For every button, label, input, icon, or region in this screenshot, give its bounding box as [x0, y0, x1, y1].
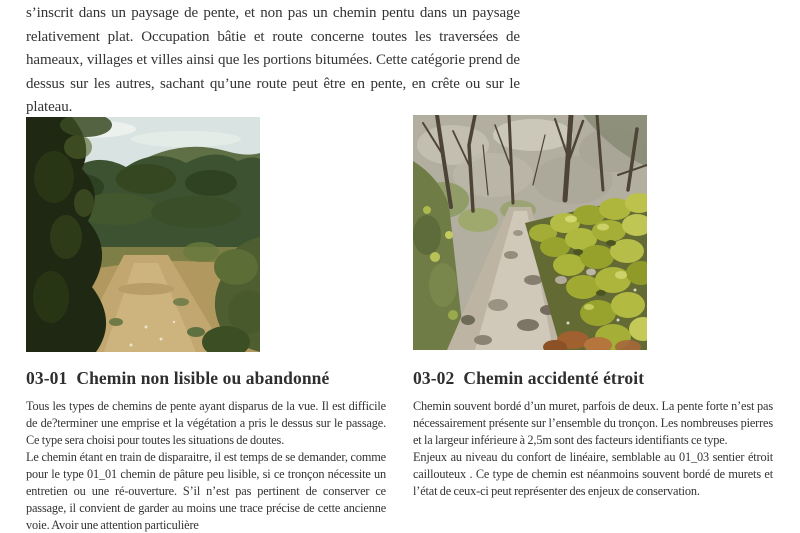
body-paragraph: Chemin souvent bordé d’un muret, parfois de deux. La pente forte n’est pas nécessairement présente sur l’ensemble du tronçon. Les nombreuses pierres et la largeur inférieure à 2,5m sont des facteurs identifiants ce type.: [413, 399, 773, 447]
section-body-03-02: [413, 398, 773, 500]
landscape-photo-illustration: [26, 117, 260, 352]
section-title: Chemin non lisible ou abandonné: [76, 368, 330, 388]
intro-paragraph: s’inscrit dans un paysage de pente, et non pas un chemin pentu dans un paysage relativement plat. Occupation bâtie et route concerne toutes les traversées de hameaux, villages et villes ainsi que les portions bitumées. Cette catégorie prend de dessus sur les autres, sachant qu’une route peut être en pente, en crête ou sur le plateau.: [26, 5, 520, 115]
section-body-03-01: [26, 398, 386, 533]
body-paragraph: Le chemin étant en train de disparaitre, il est temps de se demander, comme pour le type 01_01 chemin de pâture peu lisible, si ce tronçon nécessite un entretien ou une ré-ouverture. S’il n’est pas pertinent de conserver ce passage, il convient de garder au moins une trace précise de cette ancienne voie. Avoir une attention particulière: [26, 450, 386, 532]
landscape-photo-illustration: [413, 115, 647, 350]
section-number: 03-02: [413, 368, 455, 388]
section-heading-03-01: [26, 367, 390, 389]
photo-chemin-accidente: [413, 115, 647, 350]
section-number: 03-01: [26, 368, 68, 388]
section-heading-03-02: [413, 367, 777, 389]
photo-chemin-abandonne: [26, 117, 260, 352]
body-paragraph: Enjeux au niveau du confort de linéaire, semblable au 01_03 sentier étroit caillouteux . Ce type de chemin est néanmoins souvent bordé de murets et l’état de ceux-ci peut représenter des enjeux de conservation.: [413, 450, 773, 498]
section-title: Chemin accidenté étroit: [463, 368, 645, 388]
body-paragraph: Tous les types de chemins de pente ayant disparus de la vue. Il est difficile de de?terminer une emprise et la végétation a pris le dessus sur le passage. Ce type sera choisi pour toutes les situations de doutes.: [26, 399, 386, 447]
